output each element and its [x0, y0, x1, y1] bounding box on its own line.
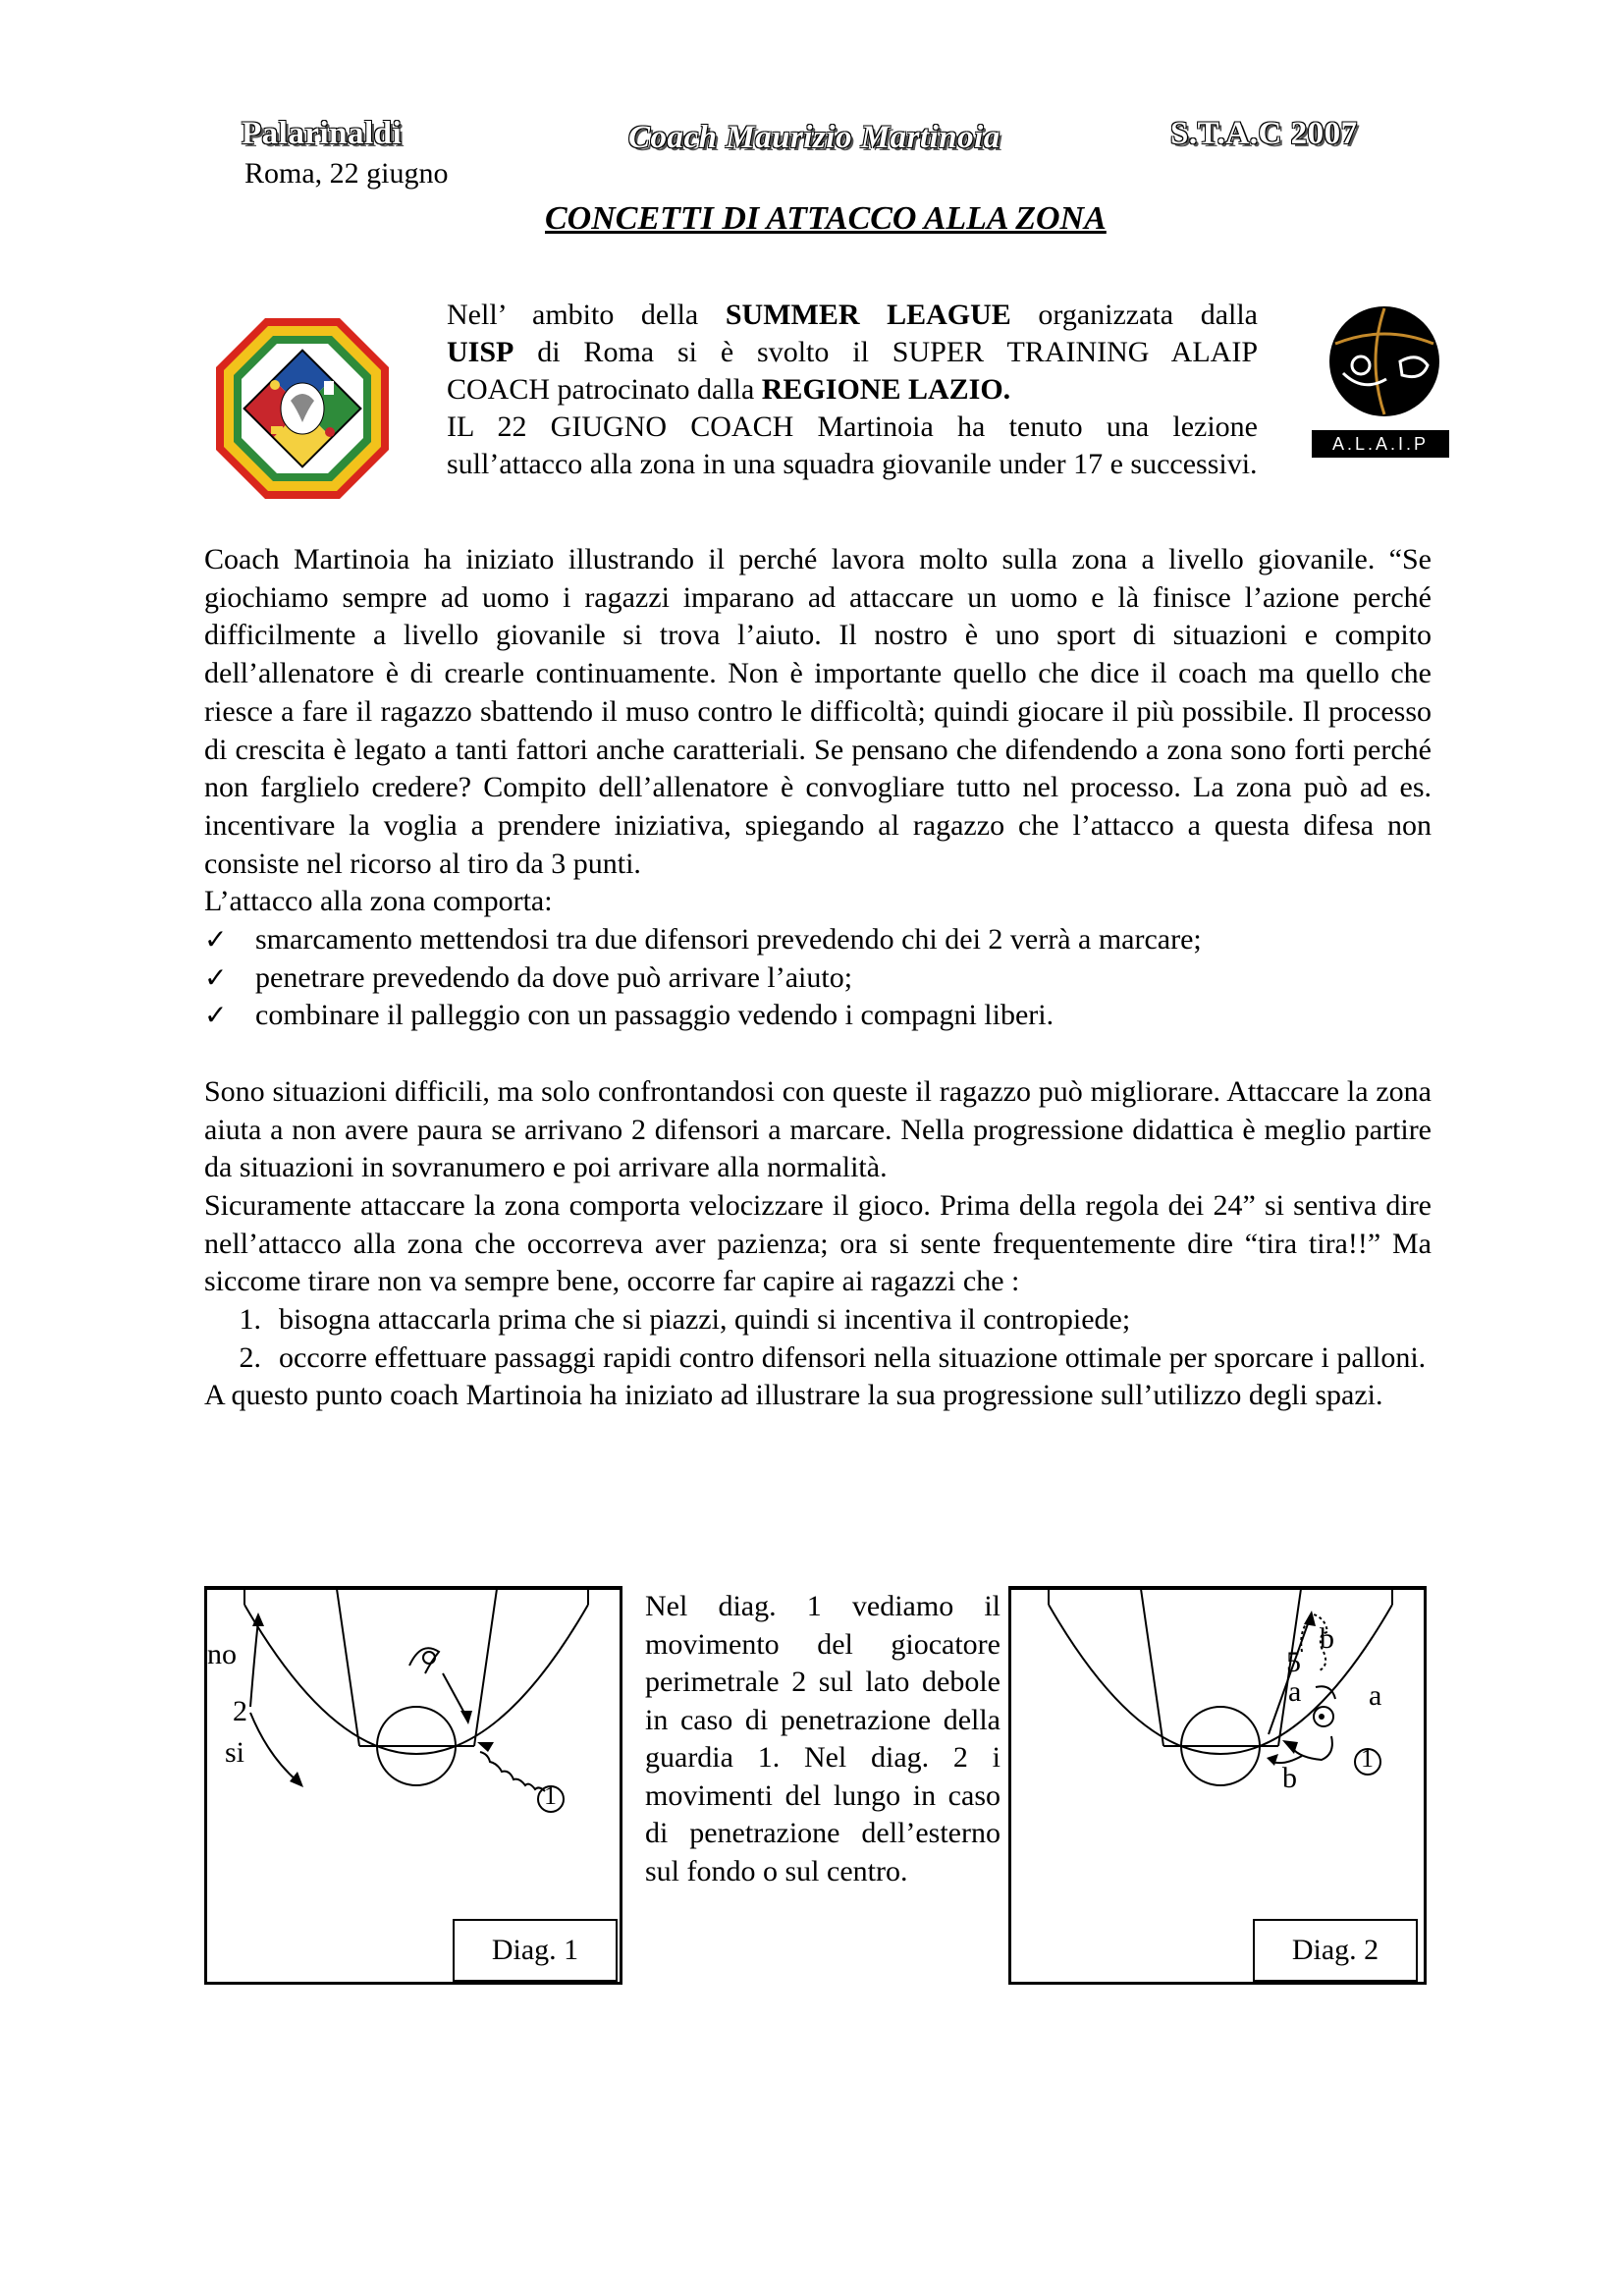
- diagram-1-player-1: 1: [544, 1781, 557, 1810]
- diagram-1-label-si: si: [225, 1736, 245, 1769]
- diagram-2-label-a-right: a: [1369, 1679, 1382, 1712]
- page-title: CONCETTI DI ATTACCO ALLA ZONA: [545, 200, 1107, 237]
- alaip-badge-text: A.L.A.I.P: [1331, 434, 1430, 454]
- diagram-2-label-b-bottom: b: [1282, 1762, 1297, 1794]
- header-center-title: Coach Maurizio Martinoia: [628, 120, 1000, 155]
- diagram-1-caption: Diag. 1: [453, 1919, 618, 1982]
- diagram-2-label-b-top: b: [1320, 1622, 1334, 1655]
- diagram-1-label-no: no: [207, 1638, 237, 1670]
- diagram-description: Nel diag. 1 vediamo il movimento del giocatore perimetrale 2 sul lato debole in caso di penetrazione della guardia 1. Nel diag. 2 i movimenti del lungo in caso di penetrazione dell’esterno sul fondo o sul centro.: [645, 1590, 1000, 1887]
- intro-l3a: COACH patrocinato dalla: [447, 373, 762, 406]
- paragraph-2: Sono situazioni difficili, ma solo confrontandosi con queste il ragazzo può migliorare. Attaccare la zona aiuta a non avere paura se arrivano 2 difensori a marcare. Nella progressione didattica è meglio partire da situazioni in sovranumero e poi arrivare alla normalità.: [204, 1074, 1432, 1184]
- paragraph-1: Coach Martinoia ha iniziato illustrando il perché lavora molto sulla zona a livello giovanile. “Se giochiamo sempre ad uomo i ragazzi imparano ad attaccare un uomo e là finisce l’azione perché difficilmente a livello giovanile si trova l’aiuto. Il nostro è uno sport di situazioni e compito dell’allenatore è di crearle continuamente. Non è importante quello che dice il coach ma quello che riesce a fare il ragazzo sbattendo il muso contro le difficoltà; quindi giocare il più possibile. Il processo di crescita è legato a tanti fattori anche caratteriali. Se pensano che difendendo a zona sono forti perché non farglielo credere? Compito dell’allenatore è convogliare tutto nel processo. La zona può ad es. incentivare la voglia a prendere iniziativa, spiegando al ragazzo che l’attacco a questa difesa non consiste nel ricorso al tiro da 3 punti.: [204, 543, 1432, 880]
- checklist-item: ✓ combinare il palleggio con un passaggio vedendo i compagni liberi.: [204, 997, 1432, 1035]
- intro-l2b: di Roma si è svolto il SUPER TRAINING ALAIP: [514, 336, 1258, 368]
- checklist-item: ✓ smarcamento mettendosi tra due difensori prevedendo chi dei 2 verrà a marcare;: [204, 921, 1432, 959]
- numbered-item: 1. bisogna attaccarla prima che si piazzi, quindi si incentiva il contropiede;: [204, 1301, 1432, 1339]
- diagram-2-label-a-left: a: [1288, 1675, 1302, 1708]
- diagram-2: [1008, 1586, 1427, 1985]
- intro-uisp: UISP: [447, 336, 514, 368]
- main-body: [204, 541, 1432, 1415]
- check-icon: ✓: [204, 960, 228, 994]
- diagram-2-player-5: 5: [1286, 1646, 1301, 1678]
- checklist-intro: L’attacco alla zona comporta:: [204, 885, 553, 918]
- diagram-1-player-2: 2: [233, 1695, 247, 1727]
- intro-text: [447, 297, 1258, 483]
- checklist-item: ✓ penetrare prevedendo da dove può arrivare l’aiuto;: [204, 959, 1432, 998]
- intro-l4: IL 22 GIUGNO COACH Martinoia ha tenuto una lezione sull’attacco alla zona in una squadra giovanile under 17 e successivi.: [447, 410, 1258, 480]
- numbered-item-index: 2.: [239, 1340, 261, 1374]
- intro-l1a: Nell’ ambito della: [447, 299, 726, 331]
- diagram-2-player-1: 1: [1361, 1744, 1374, 1773]
- alaip-logo: [1306, 304, 1453, 462]
- intro-l1c: organizzata dalla: [1010, 299, 1258, 331]
- diagram-2-caption: Diag. 2: [1253, 1919, 1418, 1982]
- check-icon: ✓: [204, 923, 228, 957]
- check-icon: ✓: [204, 999, 228, 1032]
- intro-regione-lazio: REGIONE LAZIO.: [761, 373, 1011, 406]
- header-right-title: S.T.A.C 2007: [1170, 116, 1358, 151]
- paragraph-3: Sicuramente attaccare la zona comporta velocizzare il gioco. Prima della regola dei 24” si sentiva dire nell’attacco alla zona che occorreva aver pazienza; ora si sente frequentemente dire “tira tira!!” Ma siccome tirare non va sempre bene, occorre far capire ai ragazzi che :: [204, 1188, 1432, 1298]
- paragraph-4: A questo punto coach Martinoia ha iniziato ad illustrare la sua progressione sull’utilizzo degli spazi.: [204, 1379, 1383, 1412]
- regione-lazio-logo: [214, 316, 391, 501]
- diagram-1: [204, 1586, 622, 1985]
- header-left-title: Palarinaldi: [242, 116, 403, 151]
- header-date: Roma, 22 giugno: [244, 157, 449, 190]
- numbered-item: 2. occorre effettuare passaggi rapidi contro difensori nella situazione ottimale per sporcare i palloni.: [204, 1339, 1432, 1378]
- numbered-item-index: 1.: [239, 1303, 261, 1337]
- intro-summer-league: SUMMER LEAGUE: [725, 299, 1011, 331]
